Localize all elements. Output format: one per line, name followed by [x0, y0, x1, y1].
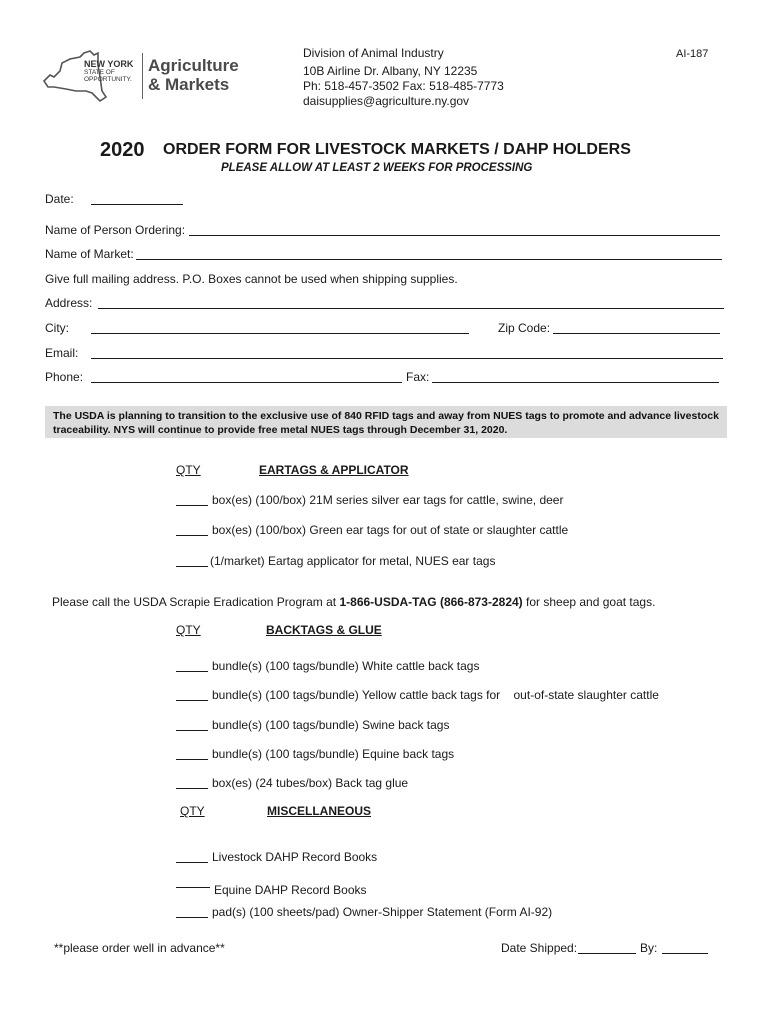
page-subtitle: PLEASE ALLOW AT LEAST 2 WEEKS FOR PROCESSING	[221, 162, 533, 174]
eartag-silver-qty-field[interactable]	[176, 505, 208, 506]
logo-agency-line2: & Markets	[148, 75, 230, 94]
backtag-white-item: bundle(s) (100 tags/bundle) White cattle back tags	[212, 659, 480, 673]
backtag-yellow-item: bundle(s) (100 tags/bundle) Yellow cattle back tags for out-of-state slaughter cattle	[212, 688, 659, 702]
misc-livestock-book-item: Livestock DAHP Record Books	[212, 850, 378, 864]
misc-owner-shipper-qty-field[interactable]	[176, 917, 208, 918]
misc-equine-book-item: Equine DAHP Record Books	[214, 883, 367, 897]
address-field[interactable]	[98, 308, 724, 309]
email-field[interactable]	[91, 358, 723, 359]
usda-notice-banner: The USDA is planning to transition to the exclusive use of 840 RFID tags and away from NUES tags to promote and advance livestock traceability. NYS will continue to provide free metal NUES tags through December 31, 2020.	[45, 406, 727, 438]
scrapie-note	[52, 595, 655, 609]
eartag-silver-item: box(es) (100/box) 21M series silver ear tags for cattle, swine, deer	[212, 493, 564, 507]
phone-label: Phone:	[45, 370, 84, 384]
date-shipped-field[interactable]	[578, 953, 636, 954]
page-title: ORDER FORM FOR LIVESTOCK MARKETS / DAHP HOLDERS	[163, 141, 631, 158]
logo-agency-line1: Agriculture	[148, 56, 239, 75]
email-label: Email:	[45, 346, 79, 360]
address-label: Address:	[45, 296, 93, 310]
misc-heading: MISCELLANEOUS	[267, 804, 372, 818]
backtag-equine-qty-field[interactable]	[176, 759, 208, 760]
market-field[interactable]	[136, 259, 722, 260]
scrapie-prefix: Please call the USDA Scrapie Eradication Program at	[52, 595, 340, 609]
backtag-swine-item: bundle(s) (100 tags/bundle) Swine back tags	[212, 718, 450, 732]
header-division: Division of Animal Industry	[303, 46, 444, 60]
misc-owner-shipper-item: pad(s) (100 sheets/pad) Owner-Shipper Statement (Form AI-92)	[212, 905, 553, 919]
header-address: 10B Airline Dr. Albany, NY 12235	[303, 64, 478, 78]
logo-state-line1: NEW YORK	[84, 59, 134, 69]
eartags-qty-label: QTY	[176, 463, 201, 477]
backtag-glue-qty-field[interactable]	[176, 788, 208, 789]
backtag-swine-qty-field[interactable]	[176, 730, 208, 731]
person-field[interactable]	[189, 235, 720, 236]
footer-note: **please order well in advance**	[54, 941, 225, 955]
eartag-applicator-item: (1/market) Eartag applicator for metal, NUES ear tags	[210, 554, 496, 568]
market-label: Name of Market:	[45, 247, 134, 261]
eartag-applicator-qty-field[interactable]	[176, 566, 208, 567]
fax-field[interactable]	[432, 382, 719, 383]
backtag-white-qty-field[interactable]	[176, 671, 208, 672]
eartag-green-qty-field[interactable]	[176, 535, 208, 536]
date-shipped-label: Date Shipped:	[501, 941, 578, 955]
logo-divider	[142, 53, 143, 99]
nys-agriculture-logo	[40, 47, 250, 107]
fax-label: Fax:	[406, 370, 430, 384]
by-label: By:	[640, 941, 658, 955]
by-field[interactable]	[662, 953, 708, 954]
header-email: daisupplies@agriculture.ny.gov	[303, 94, 470, 108]
date-field[interactable]	[91, 204, 183, 205]
backtag-yellow-qty-field[interactable]	[176, 700, 208, 701]
zip-label: Zip Code:	[498, 321, 551, 335]
mailing-note: Give full mailing address. P.O. Boxes cannot be used when shipping supplies.	[45, 272, 458, 286]
backtag-equine-item: bundle(s) (100 tags/bundle) Equine back tags	[212, 747, 455, 761]
backtags-heading: BACKTAGS & GLUE	[266, 623, 382, 637]
zip-field[interactable]	[553, 333, 720, 334]
title-year: 2020	[100, 139, 145, 161]
backtags-qty-label: QTY	[176, 623, 201, 637]
eartag-green-item: box(es) (100/box) Green ear tags for out of state or slaughter cattle	[212, 523, 569, 537]
logo-state-line3: OPPORTUNITY.	[84, 76, 132, 83]
scrapie-suffix: for sheep and goat tags.	[522, 595, 656, 609]
misc-livestock-book-qty-field[interactable]	[176, 862, 208, 863]
scrapie-phone: 1-866-USDA-TAG (866-873-2824)	[339, 595, 523, 609]
header-phone-fax: Ph: 518-457-3502 Fax: 518-485-7773	[303, 79, 504, 93]
backtag-glue-item: box(es) (24 tubes/box) Back tag glue	[212, 776, 409, 790]
date-label: Date:	[45, 192, 74, 206]
misc-equine-book-qty-field[interactable]	[176, 887, 210, 888]
eartags-heading: EARTAGS & APPLICATOR	[259, 463, 409, 477]
phone-field[interactable]	[91, 382, 402, 383]
logo-state-line2: STATE OF	[84, 69, 115, 76]
city-field[interactable]	[91, 333, 469, 334]
form-id: AI-187	[676, 48, 709, 60]
city-label: City:	[45, 321, 69, 335]
misc-qty-label: QTY	[180, 804, 205, 818]
person-label: Name of Person Ordering:	[45, 223, 186, 237]
